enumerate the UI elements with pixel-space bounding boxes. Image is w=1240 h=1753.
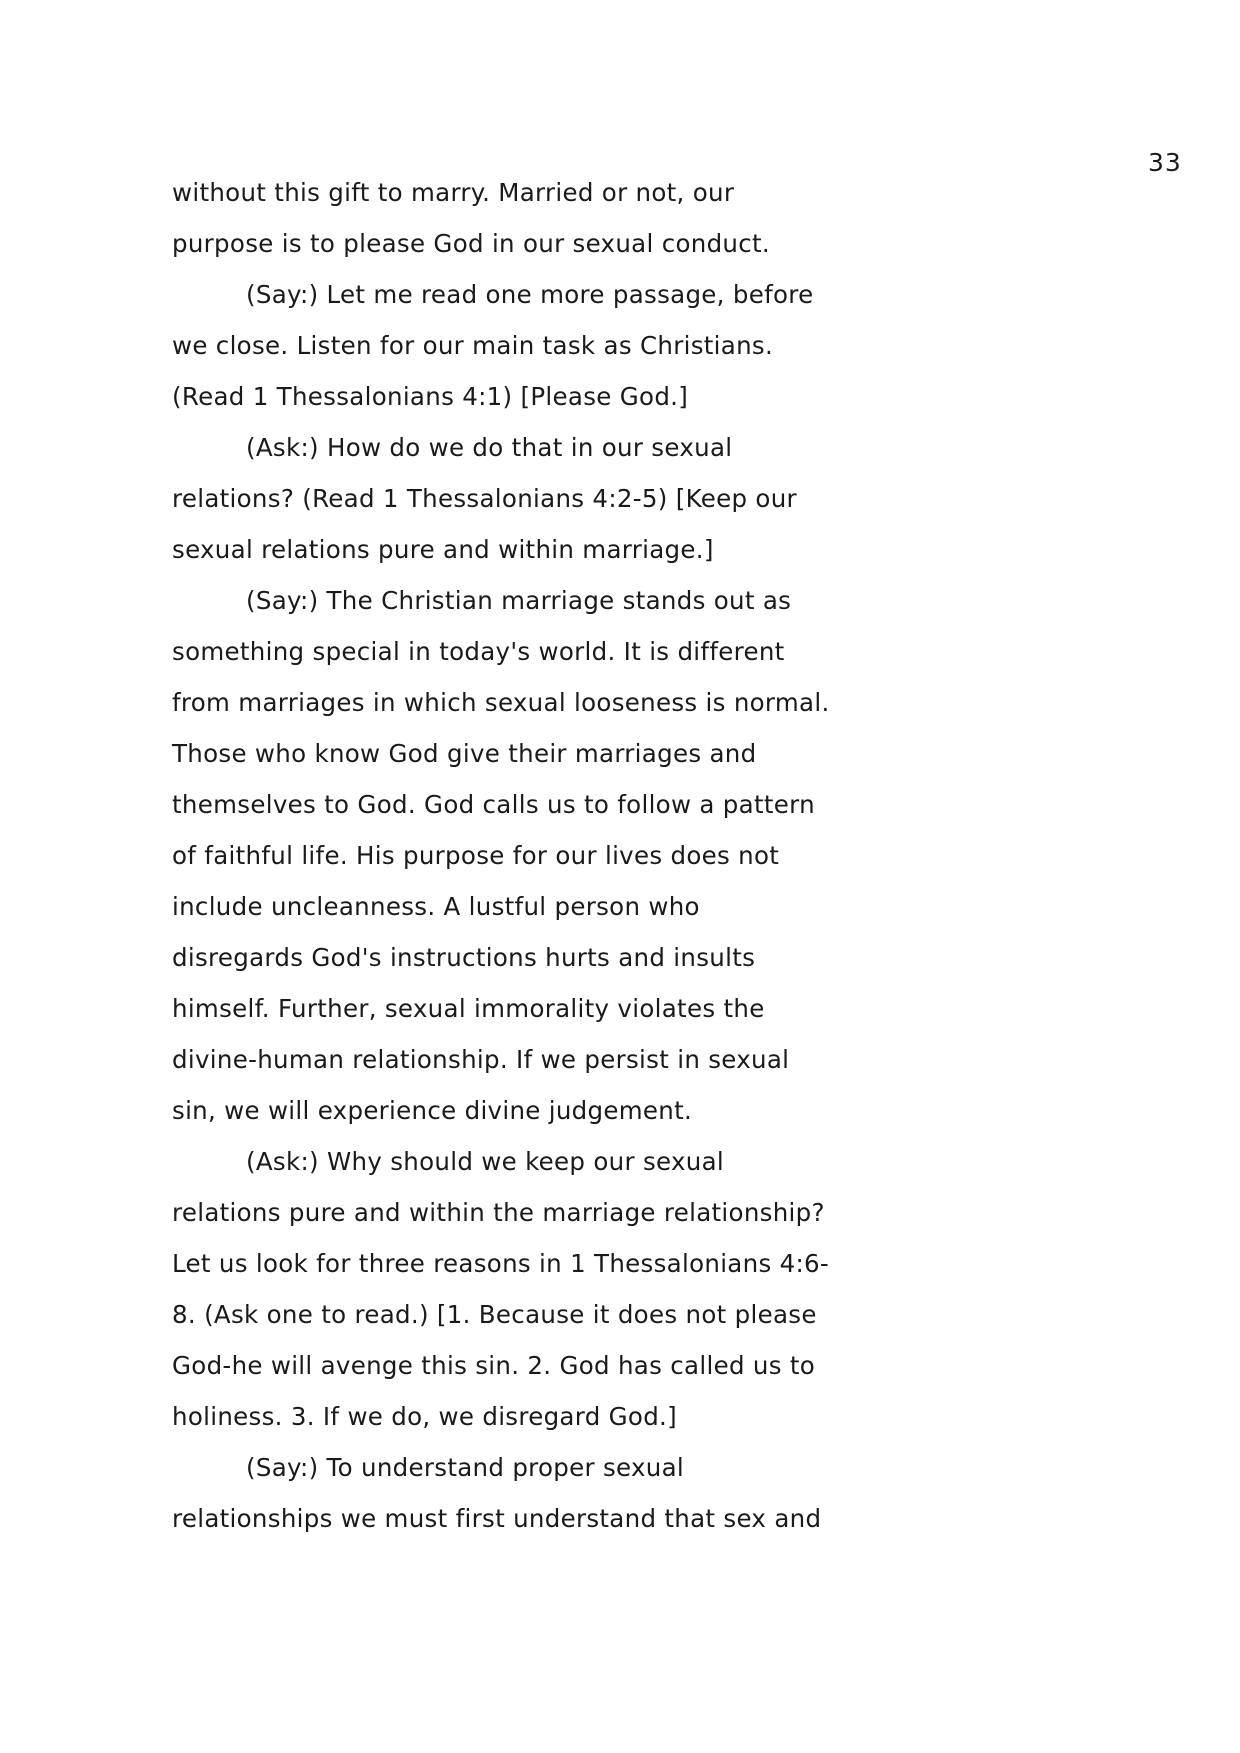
text-line: holiness. 3. If we do, we disregard God.] xyxy=(172,1402,678,1431)
text-line: himself. Further, sexual immorality violates the xyxy=(172,994,765,1023)
text-line: purpose is to please God in our sexual conduct. xyxy=(172,229,771,258)
text-line: disregards God's instructions hurts and insults xyxy=(172,943,756,972)
text-line: without this gift to marry. Married or not, our xyxy=(172,178,735,207)
text-line: God-he will avenge this sin. 2. God has called us to xyxy=(172,1351,816,1380)
text-line: include uncleanness. A lustful person who xyxy=(172,892,700,921)
text-line: divine-human relationship. If we persist in sexual xyxy=(172,1045,790,1074)
paragraph-start-line: (Say:) To understand proper sexual xyxy=(246,1453,685,1482)
text-line: relationships we must first understand that sex and xyxy=(172,1504,822,1533)
text-line: sin, we will experience divine judgement. xyxy=(172,1096,693,1125)
text-line: Those who know God give their marriages and xyxy=(172,739,757,768)
text-line: (Read 1 Thessalonians 4:1) [Please God.] xyxy=(172,382,689,411)
page-number: 33 xyxy=(1148,148,1182,177)
text-line: 8. (Ask one to read.) [1. Because it does not please xyxy=(172,1300,817,1329)
text-line: of faithful life. His purpose for our lives does not xyxy=(172,841,780,870)
text-line: relations? (Read 1 Thessalonians 4:2-5) [Keep our xyxy=(172,484,797,513)
text-line: Let us look for three reasons in 1 Thessalonians 4:6- xyxy=(172,1249,830,1278)
text-line: we close. Listen for our main task as Christians. xyxy=(172,331,774,360)
paragraph-start-line: (Say:) Let me read one more passage, before xyxy=(246,280,814,309)
text-line: sexual relations pure and within marriage.] xyxy=(172,535,714,564)
paragraph-start-line: (Say:) The Christian marriage stands out as xyxy=(246,586,792,615)
text-line: themselves to God. God calls us to follow a pattern xyxy=(172,790,815,819)
text-line: from marriages in which sexual looseness is normal. xyxy=(172,688,830,717)
text-line: something special in today's world. It is different xyxy=(172,637,785,666)
paragraph-start-line: (Ask:) Why should we keep our sexual xyxy=(246,1147,724,1176)
paragraph-start-line: (Ask:) How do we do that in our sexual xyxy=(246,433,733,462)
text-line: relations pure and within the marriage relationship? xyxy=(172,1198,825,1227)
